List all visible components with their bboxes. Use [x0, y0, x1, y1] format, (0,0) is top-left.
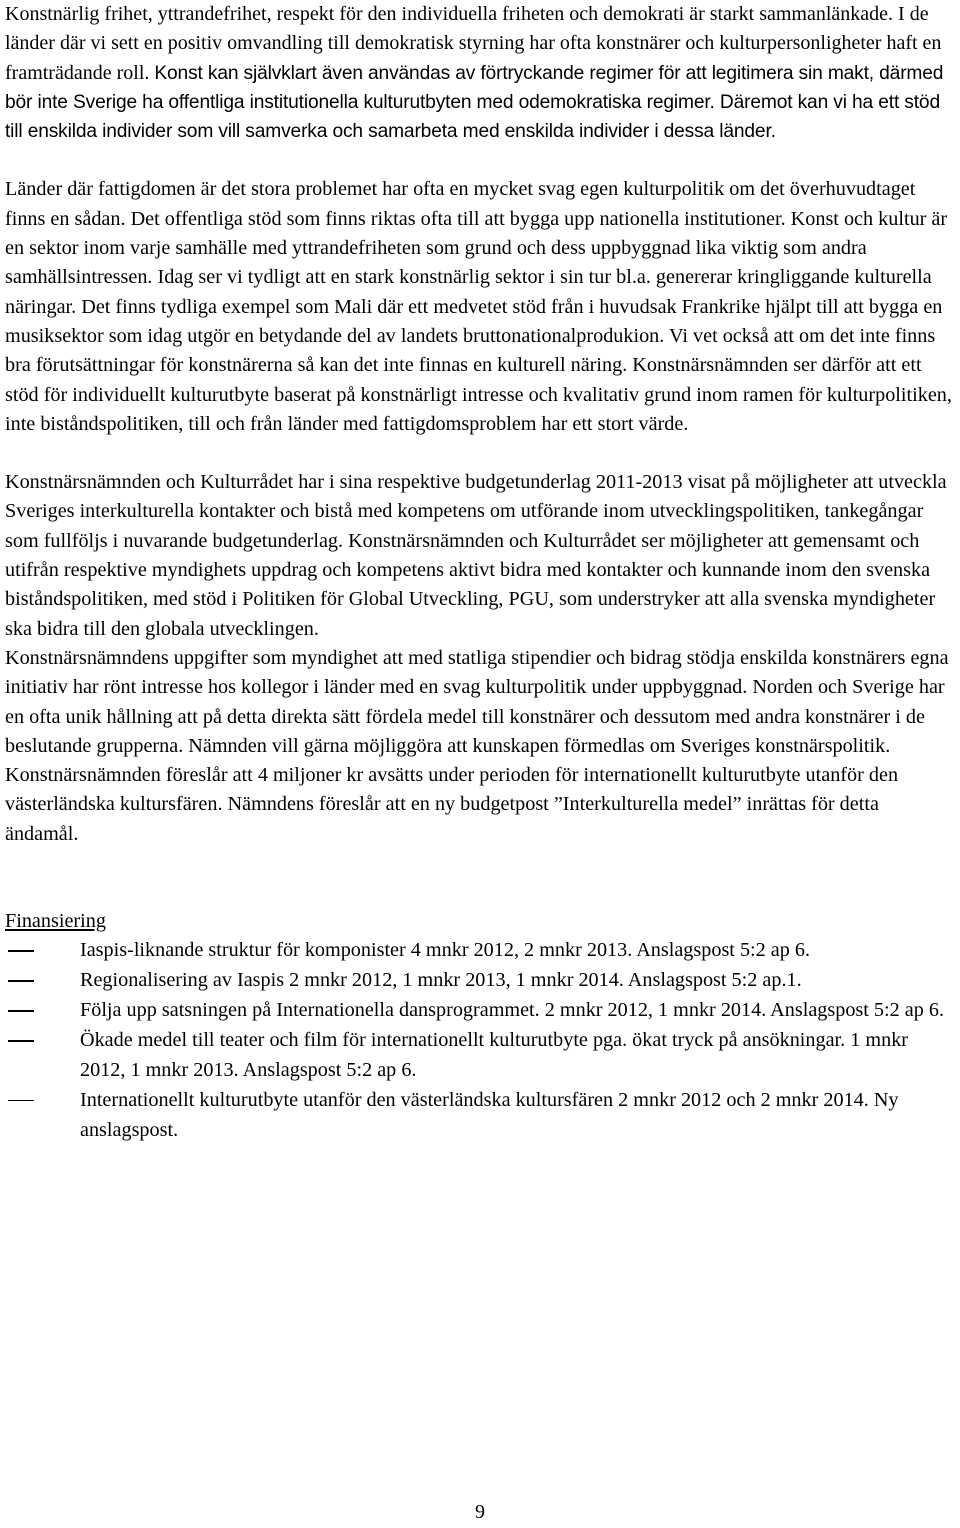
- list-item: [5, 936, 953, 966]
- list-item: [5, 996, 953, 1026]
- paragraph-budget: Konstnärsnämnden och Kulturrådet har i sina respektive budgetunderlag 2011-2013 visat på möjligheter att utveckla Sveriges interkulturella kontakter och bistå med kompetens om utförande inom utvecklingspolitiken, tankegångar som fullföljs i nuvarande budgetunderlag. Konstnärsnämnden och Kulturrådet ser möjligheter att gemensamt och utifrån respektive myndighets uppdrag och kompetens aktivt bidra med kontakter och kunnande inom den svenska biståndspolitiken, med stöd i Politiken för Global Utveckling, PGU, som understryker att alla svenska myndigheter ska bidra till den globala utvecklingen.: [5, 471, 947, 640]
- financing-heading: Finansiering: [5, 910, 106, 933]
- dash-bullet-icon: [8, 1010, 34, 1012]
- paragraph-spacer: [5, 146, 953, 175]
- dash-bullet-icon: [8, 980, 34, 982]
- paragraph-democracy-part-1: Konstnärlig frihet, yttrandefrihet, respekt för den individuella friheten och demokrati är starkt sammanlänkade.: [5, 3, 899, 25]
- section-spacer: [5, 849, 953, 907]
- list-item-text: Internationellt kulturutbyte utanför den västerländska kultursfären 2 mnkr 2012 och 2 mnkr 2014. Ny anslagspost.: [80, 1088, 899, 1141]
- list-item-text: Regionalisering av Iaspis 2 mnkr 2012, 1 mnkr 2013, 1 mnkr 2014. Anslagspost 5:2 ap.1.: [80, 969, 802, 992]
- dash-bullet-icon: [8, 1100, 34, 1102]
- dash-bullet-icon: [8, 950, 34, 952]
- list-item-text: Följa upp satsningen på Internationella dansprogrammet. 2 mnkr 2012, 1 mnkr 2014. Anslagspost 5:2 ap 6.: [80, 999, 945, 1022]
- paragraph-democracy-part-2: I de länder där vi sett en positiv omvandling till demokratisk styrning har ofta konstnärer och kulturpersonligheter haft en framträdande roll.: [5, 3, 942, 84]
- list-item: [5, 966, 953, 996]
- financing-list: [5, 936, 953, 1145]
- paragraph-poverty: Länder där fattigdomen är det stora problemet har ofta en mycket svag egen kulturpolitik om det överhuvudtaget finns en sådan. Det offentliga stöd som finns riktas ofta till att bygga upp nationella institutioner. Konst och kultur är en sektor inom varje samhälle med yttrandefriheten som grund och dess uppbyggnad lika viktig som andra samhällsintressen. Idag ser vi tydligt att en stark konstnärlig sektor i sin tur bl.a. genererar kringliggande kulturella näringar. Det finns tydliga exempel som Mali där ett medvetet stöd från i huvudsak Frankrike hjälpt till att bygga en musiksektor som idag utgör en betydande del av landets bruttonationalprodukion. Vi vet också att om det inte finns bra förutsättningar för konstnärerna så kan det inte finnas en kulturell näring. Konstnärsnämnden ser därför att ett stöd för individuellt kulturutbyte baserat på konstnärligt intresse och kvalitativ grund inom ramen för kulturpolitiken, inte biståndspolitiken, till och från länder med fattigdomsproblem har ett stort värde.: [5, 178, 952, 435]
- dash-bullet-icon: [8, 1040, 34, 1042]
- paragraph-democracy: [5, 0, 953, 146]
- paragraph-democracy-part-3: Konst kan självklart även användas av förtryckande regimer för att legitimera sin makt, därmed bör inte Sverige ha offentliga institutionella kulturutbyten med odemokratiska regimer. Däremot kan vi ha ett stöd till enskilda individer som vill samverka och samarbeta med enskilda individer i dessa länder.: [5, 62, 944, 143]
- paragraph-mission: Konstnärsnämndens uppgifter som myndighet att med statliga stipendier och bidrag stödja enskilda konstnärers egna initiativ har rönt intresse hos kollegor i länder med en svag kulturpolitik under uppbyggnad. Norden och Sverige har en ofta unik hållning att på detta direkta sätt fördela medel till konstnärer och dessutom med andra konstnärer i de beslutande grupperna. Nämnden vill gärna möjliggöra att kunskapen förmedlas om Sveriges konstnärspolitik.: [5, 646, 949, 757]
- list-item-text: Ökade medel till teater och film för internationellt kulturutbyte pga. ökat tryck på ansökningar. 1 mnkr 2012, 1 mnkr 2013. Anslagspost 5:2 ap 6.: [80, 1029, 909, 1081]
- document-page: [5, 0, 953, 1146]
- list-item-text: Iaspis-liknande struktur för komponister 4 mnkr 2012, 2 mnkr 2013. Anslagspost 5:2 ap 6.: [80, 939, 811, 962]
- paragraph-spacer: [5, 439, 953, 468]
- list-item: [5, 1026, 953, 1086]
- list-item: [5, 1086, 953, 1146]
- paragraph-proposal: Konstnärsnämnden föreslår att 4 miljoner kr avsätts under perioden för internationellt kulturutbyte utanför den västerländska kultursfären. Nämndens föreslår att en ny budgetpost ”Interkulturella medel” inrättas för detta ändamål.: [5, 764, 899, 845]
- page-number: 9: [475, 1501, 485, 1523]
